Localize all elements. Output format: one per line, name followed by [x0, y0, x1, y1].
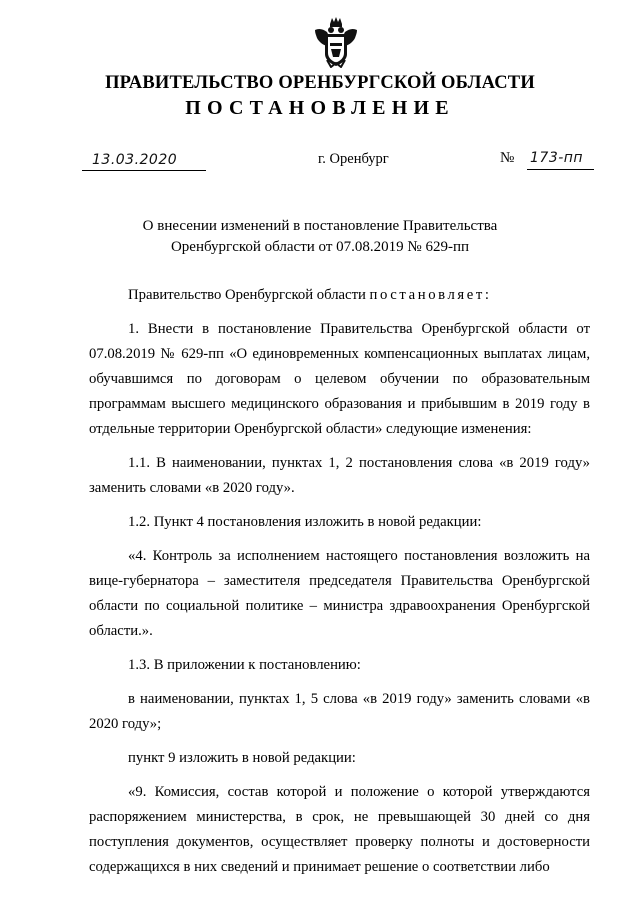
paragraph-1: 1. Внести в постановление Правительства Оренбургской области от 07.08.2019 № 629-пп «О единовременных компенсационных выплатах лицам, обучавшимся по договорам о целевом обучении по образовательным программам высшего медицинского образования и прибывшим в 2019 году в отдельные территории Оренбургской области» следующие изменения:	[89, 321, 590, 437]
paragraph-1-3-quote: «9. Комиссия, состав которой и положение о которой утверждаются распоряжением министерства, в срок, не превышающей 30 дней со дня поступления документов, осуществляет проверку полноты и достоверности содержащихся в них сведений и принимает решение о соответствии либо	[89, 784, 590, 875]
subject-line: Оренбургской области от 07.08.2019 № 629-пп	[170, 239, 470, 255]
number-underline	[527, 169, 594, 170]
number-value: 173-пп	[530, 150, 584, 166]
document-subject	[0, 216, 640, 258]
paragraph-1-2-quote: «4. Контроль за исполнением настоящего постановления возложить на вице-губернатора – заместителя председателя Правительства Оренбургской области по социальной политике – министра здравоохранения Оренбургской области.».	[89, 548, 590, 639]
intro-paragraph	[89, 283, 590, 308]
paragraph-1-3: 1.3. В приложении к постановлению:	[128, 657, 361, 673]
city: г. Оренбург	[318, 151, 389, 167]
intro-prefix: Правительство Оренбургской области	[128, 287, 366, 303]
intro-keyword: постановляет	[369, 287, 485, 303]
paragraph-1-3-b: пункт 9 изложить в новой редакции:	[128, 750, 356, 766]
coat-of-arms-icon	[313, 16, 359, 68]
number-sign: №	[500, 150, 515, 166]
date-value: 13.03.2020	[92, 152, 178, 168]
document-date	[82, 150, 206, 174]
document-number	[500, 148, 596, 174]
paragraph-1-3-a: в наименовании, пунктах 1, 5 слова «в 2019 году» заменить словами «в 2020 году»;	[89, 691, 590, 732]
intro-suffix: :	[484, 287, 489, 303]
document-body	[89, 283, 590, 880]
organization-title: ПРАВИТЕЛЬСТВО ОРЕНБУРГСКОЙ ОБЛАСТИ	[105, 73, 535, 93]
paragraph-1-1: 1.1. В наименовании, пунктах 1, 2 постановления слова «в 2019 году» заменить словами «в 2020 году».	[89, 455, 590, 496]
document-type-heading: ПОСТАНОВЛЕНИЕ	[185, 97, 455, 119]
subject-line: О внесении изменений в постановление Правительства	[142, 218, 498, 234]
date-underline	[82, 170, 206, 171]
paragraph-1-2: 1.2. Пункт 4 постановления изложить в новой редакции:	[128, 514, 482, 530]
